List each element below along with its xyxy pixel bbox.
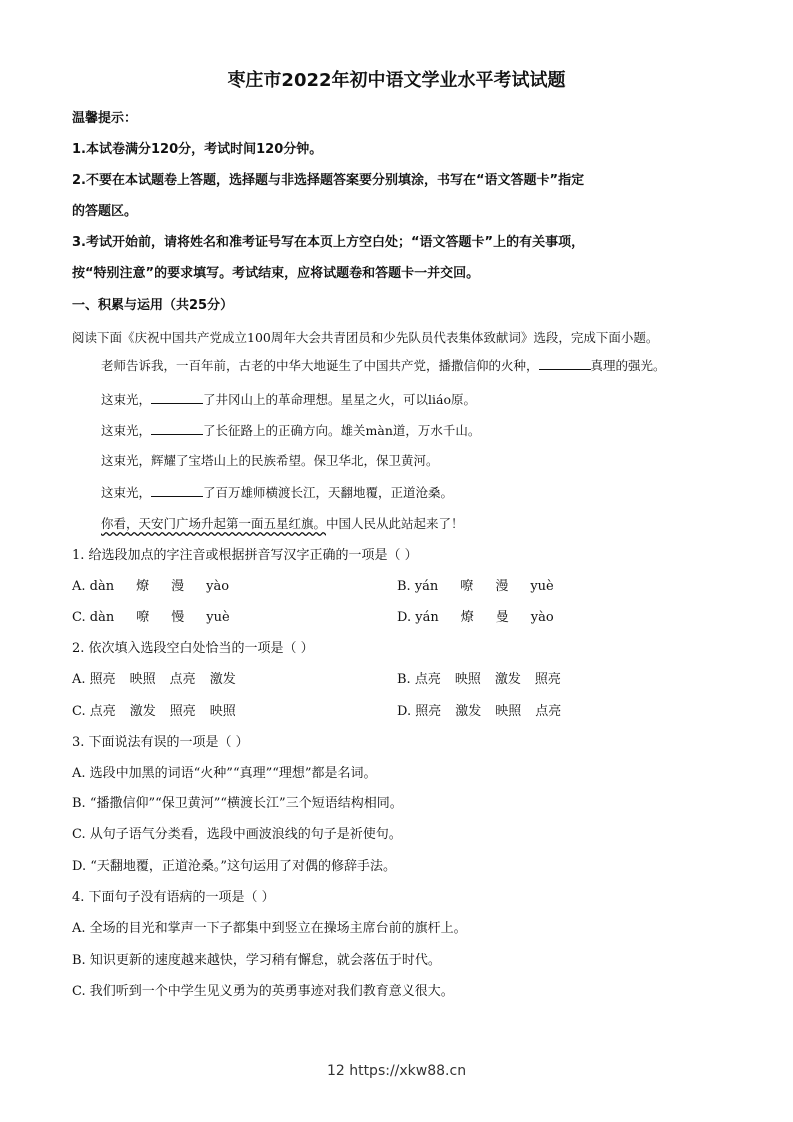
- fill-blank: [151, 391, 203, 404]
- option-text: yuè: [206, 610, 230, 625]
- question-1-stem: 1. 给选段加点的字注音或根据拼音写汉字正确的一项是（ ）: [72, 548, 418, 563]
- passage-text: 了长征路上的正确方向。雄关màn道，万水千山。: [203, 423, 481, 438]
- tips-heading: 温馨提示：: [72, 111, 138, 126]
- q4-option-a: A. 全场的目光和掌声一下子都集中到竖立在操场主席台前的旗杆上。: [72, 921, 467, 936]
- option-text: C. dàn: [72, 610, 115, 625]
- q1-option-d: [397, 609, 554, 627]
- q3-option-c: C. 从句子语气分类看，选段中画波浪线的句子是祈使句。: [72, 827, 402, 842]
- q1-option-b: [397, 578, 554, 596]
- passage-line-4: 这束光，辉耀了宝塔山上的民族希望。保卫华北，保卫黄河。: [101, 453, 439, 468]
- question-2-stem: 2. 依次填入选段空白处恰当的一项是（ ）: [72, 641, 314, 656]
- question-3-stem: 3. 下面说法有误的一项是（ ）: [72, 735, 249, 750]
- option-text: D. 照亮: [397, 704, 442, 719]
- option-text: yào: [530, 610, 554, 625]
- passage-text: 这束光，: [101, 423, 152, 438]
- fill-blank: [539, 357, 591, 370]
- tip-line-2: 2.不要在本试题卷上答题，选择题与非选择题答案要分别填涂，书写在“语文答题卡”指定: [72, 173, 585, 188]
- q3-option-b: B. “播撒信仰”“保卫黄河”“横渡长江”三个短语结构相同。: [72, 796, 403, 811]
- option-text: 曼: [495, 610, 509, 625]
- option-text: B. 点亮: [397, 672, 441, 687]
- passage-text: 老师告诉我，一百年前，古老的中华大地诞生了中国共产党，播撒信仰的火种，: [101, 358, 539, 373]
- q3-option-a: A. 选段中加黑的词语“火种”“真理”“理想”都是名词。: [72, 766, 377, 781]
- option-text: 照亮: [534, 672, 561, 687]
- passage-line-1: [101, 357, 666, 375]
- option-text: 漫: [171, 579, 185, 594]
- wavy-underlined-sentence: 你看，天安门广场升起第一面五星红旗。: [101, 516, 327, 531]
- passage-text: 这束光，: [101, 392, 152, 407]
- fill-blank: [151, 422, 203, 435]
- option-text: 嘹: [136, 610, 150, 625]
- fill-blank: [151, 484, 203, 497]
- option-text: 燎: [460, 610, 474, 625]
- question-4-stem: 4. 下面句子没有语病的一项是（ ）: [72, 890, 275, 905]
- option-text: 燎: [136, 579, 150, 594]
- option-text: yào: [206, 579, 230, 594]
- option-text: A. dàn: [72, 579, 115, 594]
- tip-line-5: 按“特别注意”的要求填写。考试结束，应将试题卷和答题卡一并交回。: [72, 266, 480, 281]
- option-text: 映照: [495, 704, 522, 719]
- option-text: A. 照亮: [72, 672, 116, 687]
- q2-option-c: [72, 703, 236, 721]
- option-text: B. yán: [397, 579, 439, 594]
- tip-line-4: 3.考试开始前，请将姓名和准考证号写在本页上方空白处；“语文答题卡”上的有关事项，: [72, 235, 585, 250]
- option-text: 嘹: [460, 579, 474, 594]
- option-text: 点亮: [169, 672, 196, 687]
- q3-option-d: D. “天翻地覆，正道沧桑。”这句运用了对偶的修辞手法。: [72, 859, 397, 874]
- passage-line-6: [101, 515, 464, 533]
- page-title: 枣庄市2022年初中语文学业水平考试试题: [227, 70, 566, 91]
- section-intro: 阅读下面《庆祝中国共产党成立100周年大会共青团员和少先队员代表集体致献词》选段，完成下面小题。: [72, 330, 659, 345]
- option-text: 激发: [129, 704, 156, 719]
- tip-line-3: 的答题区。: [72, 204, 138, 219]
- option-text: 慢: [171, 610, 185, 625]
- passage-text: 真理的强光。: [590, 358, 666, 373]
- option-text: 映照: [454, 672, 481, 687]
- option-text: 点亮: [535, 704, 562, 719]
- option-text: 激发: [455, 704, 482, 719]
- option-text: 映照: [209, 704, 236, 719]
- q2-option-d: [397, 703, 561, 721]
- option-text: 漫: [495, 579, 509, 594]
- passage-line-3: [101, 422, 480, 440]
- passage-text: 了井冈山上的革命理想。星星之火，可以liáo原。: [203, 392, 476, 407]
- option-text: D. yán: [397, 610, 439, 625]
- option-text: 激发: [494, 672, 521, 687]
- option-text: yuè: [530, 579, 554, 594]
- option-text: 照亮: [169, 704, 196, 719]
- q1-option-a: [72, 578, 229, 596]
- tip-line-1: 1.本试卷满分120分，考试时间120分钟。: [72, 142, 323, 157]
- passage-text: 这束光，: [101, 485, 152, 500]
- option-text: 映照: [129, 672, 156, 687]
- passage-line-2: [101, 391, 476, 409]
- passage-line-5: [101, 484, 453, 502]
- option-text: C. 点亮: [72, 704, 116, 719]
- q4-option-b: B. 知识更新的速度越来越快，学习稍有懈怠，就会落伍于时代。: [72, 953, 441, 968]
- q1-option-c: [72, 609, 230, 627]
- page-footer: 12 https://xkw88.cn: [326, 1063, 467, 1079]
- option-text: 激发: [209, 672, 236, 687]
- q4-option-c: C. 我们听到一个中学生见义勇为的英勇事迹对我们教育意义很大。: [72, 984, 454, 999]
- q2-option-b: [397, 671, 561, 689]
- section-heading: 一、积累与运用（共25分）: [72, 298, 234, 313]
- passage-text: 了百万雄师横渡长江，天翻地覆，正道沧桑。: [203, 485, 454, 500]
- q2-option-a: [72, 671, 236, 689]
- passage-text: 中国人民从此站起来了！: [326, 516, 464, 531]
